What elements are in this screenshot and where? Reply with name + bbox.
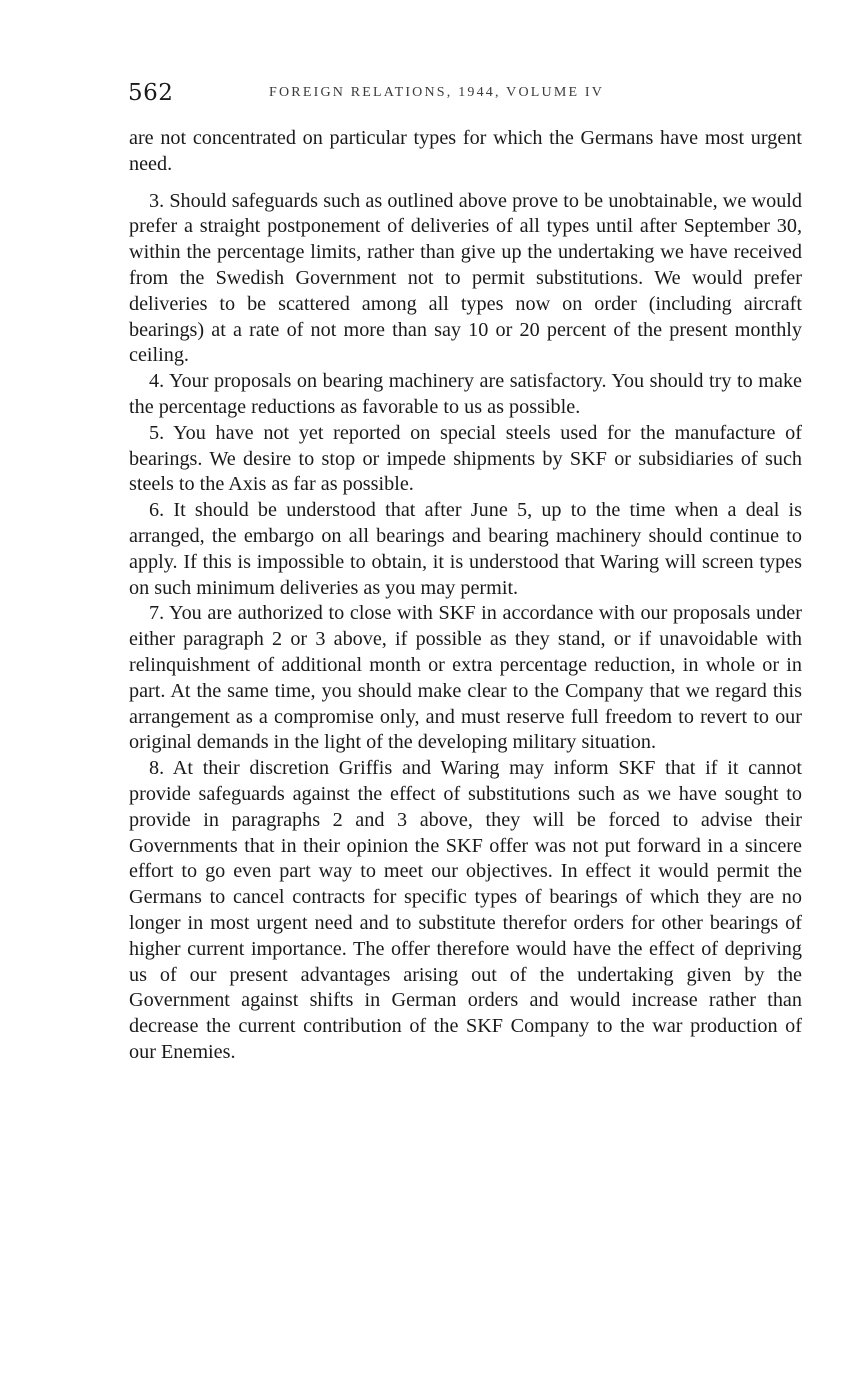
running-head <box>128 80 802 108</box>
paragraph-8: 8. At their discretion Griffis and Waring may inform SKF that if it cannot provide safeguards against the effect of substitutions such as we have sought to provide in paragraphs 2 and 3 above, they will be forced to advise their Governments that in their opinion the SKF offer was not put forward in a sincere effort to go even part way to meet our objectives. In effect it would permit the Germans to cancel contracts for specific types of bearings of which they are no longer in most urgent need and to substitute therefor orders for other bearings of higher current importance. The offer therefore would have the effect of depriving us of our present advantages arising out of the undertaking given by the Government against shifts in German orders and would increase rather than decrease the current contribution of the SKF Company to the war production of our Enemies. <box>129 757 802 1063</box>
body-text <box>129 126 802 1066</box>
paragraph-3: 3. Should safeguards such as outlined above prove to be unobtainable, we would prefer a straight postponement of deliveries of all types until after September 30, within the percentage limits, rather than give up the undertaking we have received from the Swedish Government not to permit substitutions. We would prefer deliveries to be scattered among all types now on order (including aircraft bearings) at a rate of not more than say 10 or 20 percent of the present monthly ceiling. <box>129 189 802 367</box>
paragraph-4: 4. Your proposals on bearing machinery are satisfactory. You should try to make the percentage reductions as favorable to us as possible. <box>129 370 802 418</box>
paragraph-7: 7. You are authorized to close with SKF in accordance with our proposals under either paragraph 2 or 3 above, if possible as they stand, or if unavoidable with relinquishment of additional month or extra percentage reduction, in whole or in part. At the same time, you should make clear to the Company that we regard this arrangement as a compromise only, and must reserve full freedom to revert to our original demands in the light of the developing military situation. <box>129 602 802 754</box>
paragraph-continuation: are not concentrated on particular types for which the Germans have most urgent need. <box>129 127 802 175</box>
page-number: 562 <box>128 80 174 106</box>
paragraph-5: 5. You have not yet reported on special steels used for the manufacture of bearings. We desire to stop or impede shipments by SKF or subsidiaries of such steels to the Axis as far as possible. <box>129 421 802 496</box>
paragraph-6: 6. It should be understood that after June 5, up to the time when a deal is arranged, the embargo on all bearings and bearing machinery should continue to apply. If this is impossible to obtain, it is understood that Waring will screen types on such minimum deliveries as you may permit. <box>129 499 802 599</box>
running-title: FOREIGN RELATIONS, 1944, VOLUME IV <box>269 85 605 100</box>
